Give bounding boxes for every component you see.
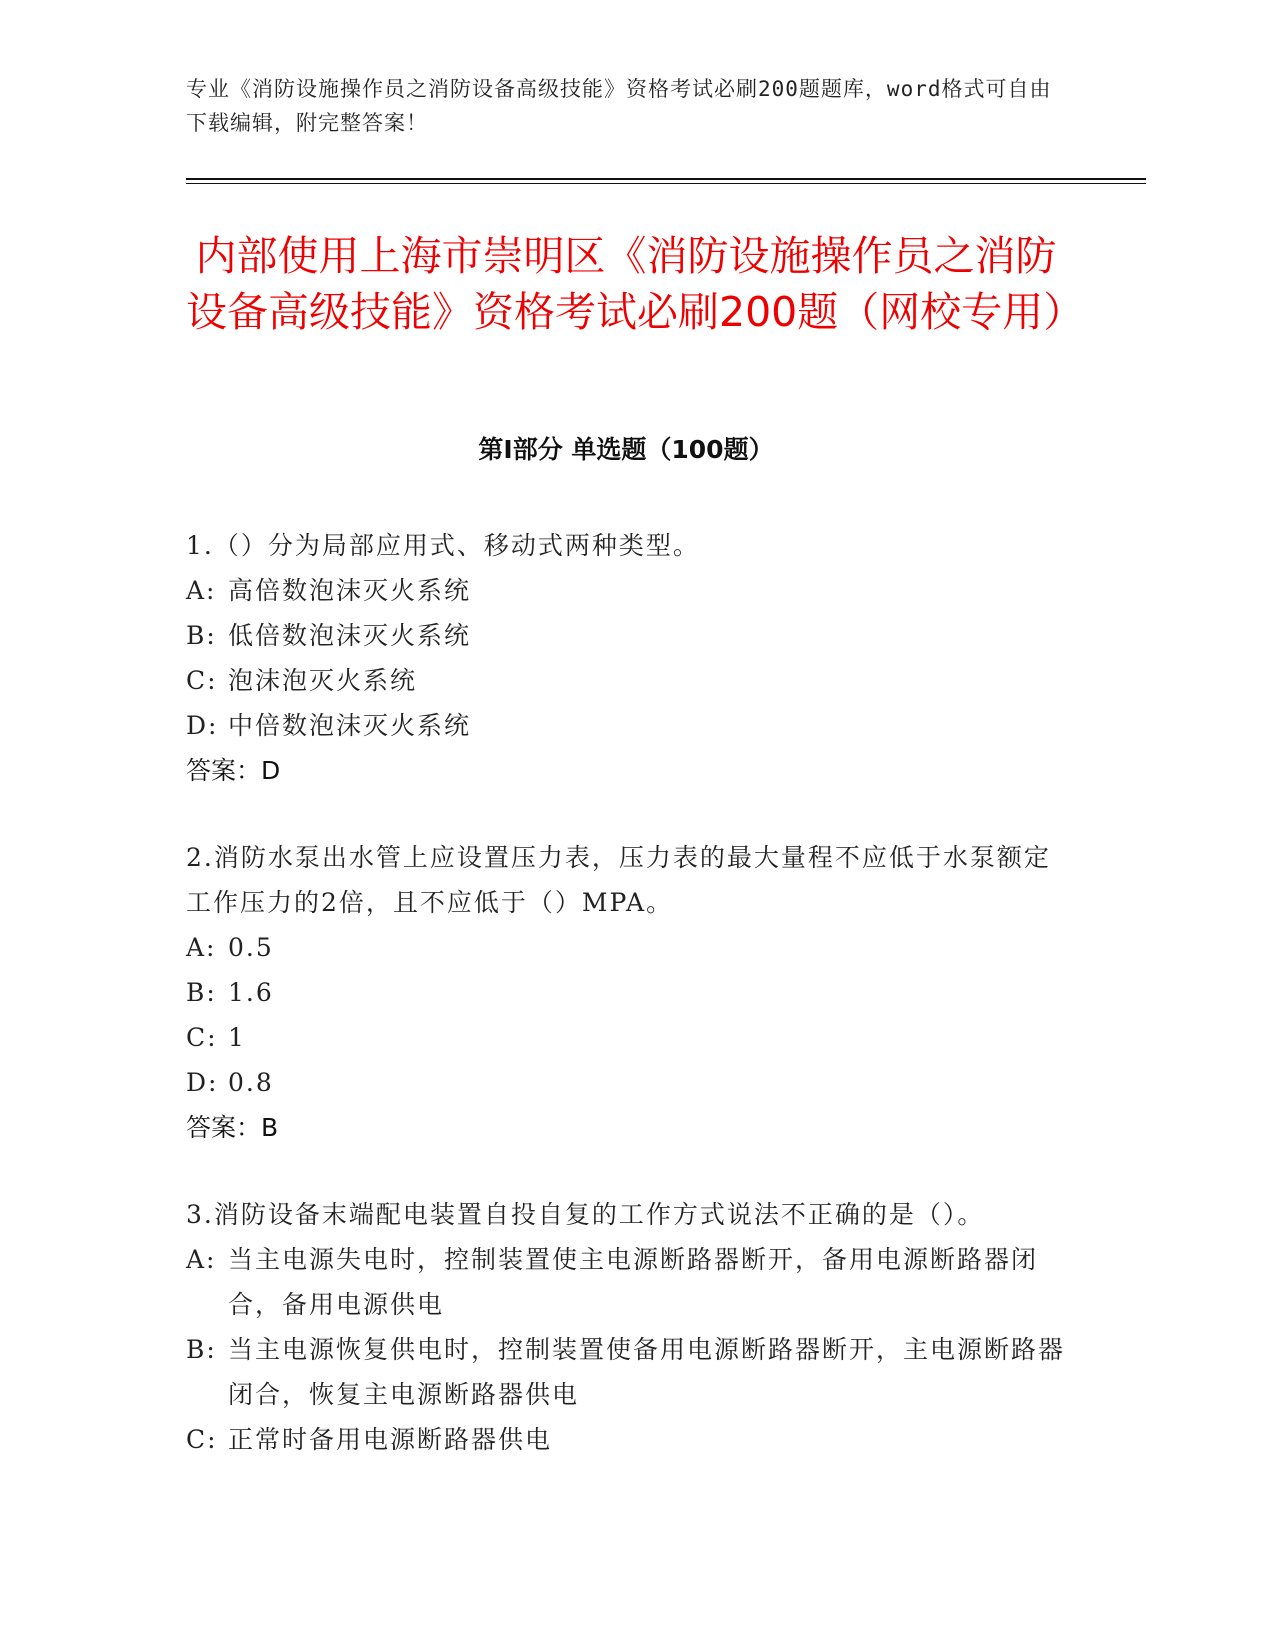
question-list: [186, 523, 1066, 1504]
option-key: A:: [186, 576, 217, 605]
option-text: 高倍数泡沫灭火系统: [228, 576, 472, 605]
option-d: [186, 703, 1066, 748]
section-title: 第Ⅰ部分 单选题（100题）: [478, 435, 774, 464]
answer-line: 答案：D: [186, 756, 281, 785]
option-text: 0.8: [228, 1068, 274, 1097]
option-key: D:: [186, 1068, 219, 1097]
option-text: 当主电源失电时，控制装置使主电源断路器断开，备用电源断路器闭合，备用电源供电: [228, 1245, 1039, 1319]
question-stem: 3.消防设备末端配电装置自投自复的工作方式说法不正确的是（）。: [186, 1200, 985, 1229]
answer-line: 答案：B: [186, 1113, 279, 1142]
option-text: 中倍数泡沫灭火系统: [228, 711, 472, 740]
header-divider-thick: [186, 178, 1146, 180]
question-stem: 2.消防水泵出水管上应设置压力表，压力表的最大量程不应低于水泵额定工作压力的2倍，且不应低于（）MPA。: [186, 843, 1051, 917]
header-note: 专业《消防设施操作员之消防设备高级技能》资格考试必刷200题题库，word格式可自由下载编辑，附完整答案！: [186, 77, 1052, 135]
option-text: 泡沫泡灭火系统: [228, 666, 418, 695]
option-key: C:: [186, 1425, 218, 1454]
option-text: 当主电源恢复供电时，控制装置使备用电源断路器断开，主电源断路器闭合，恢复主电源断路器供电: [228, 1335, 1066, 1409]
option-key: B:: [186, 1335, 217, 1364]
option-text: 正常时备用电源断路器供电: [228, 1425, 553, 1454]
option-text: 1.6: [228, 978, 274, 1007]
option-key: B:: [186, 621, 217, 650]
option-key: B:: [186, 978, 217, 1007]
option-a: [186, 568, 1066, 613]
header-divider-thin: [186, 183, 1146, 184]
option-d: [186, 1060, 1066, 1105]
option-text: 0.5: [228, 933, 274, 962]
question-3: [186, 1192, 1066, 1462]
question-2: [186, 835, 1066, 1150]
option-c: [186, 658, 1066, 703]
question-stem: 1.（）分为局部应用式、移动式两种类型。: [186, 531, 700, 560]
option-text: 低倍数泡沫灭火系统: [228, 621, 472, 650]
document-title: 内部使用上海市崇明区《消防设施操作员之消防设备高级技能》资格考试必刷200题（网校专用）: [186, 232, 1085, 336]
option-key: A:: [186, 933, 217, 962]
option-c: [186, 1015, 1066, 1060]
question-1: [186, 523, 1066, 793]
option-a: [186, 925, 1066, 970]
option-key: D:: [186, 711, 219, 740]
option-text: 1: [228, 1023, 246, 1052]
option-b: [186, 1327, 1066, 1417]
option-key: C:: [186, 666, 218, 695]
option-key: A:: [186, 1245, 217, 1274]
option-b: [186, 613, 1066, 658]
option-a: [186, 1237, 1066, 1327]
option-key: C:: [186, 1023, 218, 1052]
option-b: [186, 970, 1066, 1015]
option-c: [186, 1417, 1066, 1462]
